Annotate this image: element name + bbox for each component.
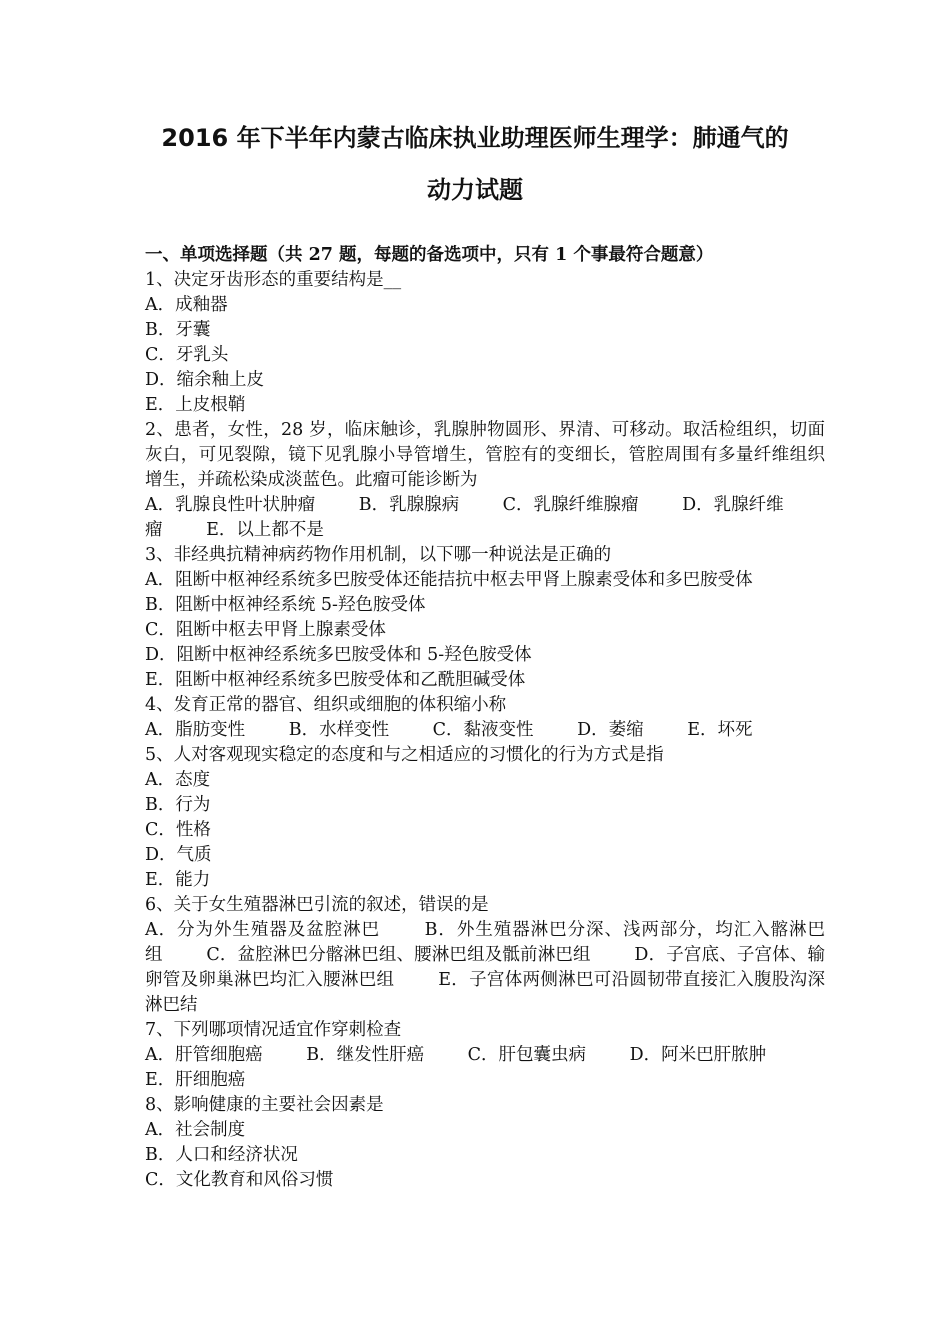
question-4-option-d: D．萎缩 [577, 720, 644, 740]
question-8-option-b: B．人口和经济状况 [145, 1145, 298, 1165]
question-1-option-b: B．牙囊 [145, 320, 211, 340]
question-7-options [145, 1043, 825, 1093]
question-6-option-b: B．外生殖器淋巴分深、浅两部分，均汇入髂淋巴组 [145, 920, 826, 965]
question-3-option-d: D．阻断中枢神经系统多巴胺受体和 5-羟色胺受体 [145, 645, 532, 665]
question-4-stem: 4、发育正常的器官、组织或细胞的体积缩小称 [145, 695, 507, 715]
question-8-stem: 8、影响健康的主要社会因素是 [145, 1095, 384, 1115]
question-list [145, 243, 825, 1193]
question-2-option-b: B．乳腺腺病 [358, 495, 460, 515]
question-4-options [145, 718, 825, 743]
question-4-option-b: B．水样变性 [288, 720, 390, 740]
question-6-option-d: D．子宫底、子宫体、输卵管及卵巢淋巴均汇入腰淋巴组 [145, 945, 825, 990]
question-2-options [145, 493, 825, 543]
question-3-option-c: C．阻断中枢去甲肾上腺素受体 [145, 620, 386, 640]
question-2-option-c: C．乳腺纤维腺瘤 [502, 495, 639, 515]
question-3-option-b: B．阻断中枢神经系统 5-羟色胺受体 [145, 595, 426, 615]
question-8-option-a: A．社会制度 [145, 1120, 246, 1140]
question-2-option-a: A．乳腺良性叶状肿瘤 [145, 495, 316, 515]
question-7-option-d: D．阿米巴肝脓肿 [629, 1045, 767, 1065]
question-1-option-e: E．上皮根鞘 [145, 395, 246, 415]
question-7-option-b: B．继发性肝癌 [306, 1045, 425, 1065]
question-5-option-c: C．性格 [145, 820, 211, 840]
document-title-line-2: 动力试题 [427, 176, 523, 204]
question-2-option-d: D．乳腺纤维瘤 [145, 495, 784, 540]
question-5-option-a: A．态度 [145, 770, 211, 790]
section-heading: 一、单项选择题（共 27 题，每题的备选项中，只有 1 个事最符合题意） [145, 245, 714, 265]
question-6-stem: 6、关于女生殖器淋巴引流的叙述，错误的是 [145, 895, 489, 915]
question-1-stem: 1、决定牙齿形态的重要结构是__ [145, 270, 402, 290]
question-4-option-c: C．黏液变性 [432, 720, 534, 740]
document-title-line-1: 2016 年下半年内蒙古临床执业助理医师生理学：肺通气的 [161, 124, 789, 152]
question-6-option-c: C．盆腔淋巴分髂淋巴组、腰淋巴组及骶前淋巴组 [206, 945, 591, 965]
question-7-stem: 7、下列哪项情况适宜作穿刺检查 [145, 1020, 402, 1040]
question-1-option-d: D．缩余釉上皮 [145, 370, 265, 390]
question-5-option-e: E．能力 [145, 870, 211, 890]
question-7-option-e: E．肝细胞癌 [145, 1070, 246, 1090]
question-1-option-a: A．成釉器 [145, 295, 228, 315]
question-3-option-e: E．阻断中枢神经系统多巴胺受体和乙酰胆碱受体 [145, 670, 526, 690]
question-3-stem: 3、非经典抗精神病药物作用机制，以下哪一种说法是正确的 [145, 545, 612, 565]
question-1-option-c: C．牙乳头 [145, 345, 229, 365]
question-5-option-d: D．气质 [145, 845, 212, 865]
question-2-option-e: E．以上都不是 [206, 520, 324, 540]
question-8-option-c: C．文化教育和风俗习惯 [145, 1170, 334, 1190]
question-6-option-e: E．子宫体两侧淋巴可沿圆韧带直接汇入腹股沟深淋巴结 [145, 970, 825, 1015]
question-4-option-e: E．坏死 [687, 720, 753, 740]
question-7-option-a: A．肝管细胞癌 [145, 1045, 263, 1065]
question-4-option-a: A．脂肪变性 [145, 720, 246, 740]
question-6-option-a: A．分为外生殖器及盆腔淋巴 [145, 920, 381, 940]
question-5-option-b: B．行为 [145, 795, 211, 815]
question-2-stem: 2、患者，女性，28 岁，临床触诊，乳腺肿物圆形、界清、可移动。取活检组织，切面灰白，可见裂隙，镜下见乳腺小导管增生，管腔有的变细长，管腔周围有多量纤维组织增生，并疏松染成淡蓝色。此瘤可能诊断为 [145, 420, 825, 490]
question-6-options [145, 918, 825, 1018]
question-5-stem: 5、人对客观现实稳定的态度和与之相适应的习惯化的行为方式是指 [145, 745, 664, 765]
question-3-option-a: A．阻断中枢神经系统多巴胺受体还能拮抗中枢去甲肾上腺素受体和多巴胺受体 [145, 570, 753, 590]
question-7-option-c: C．肝包囊虫病 [467, 1045, 587, 1065]
